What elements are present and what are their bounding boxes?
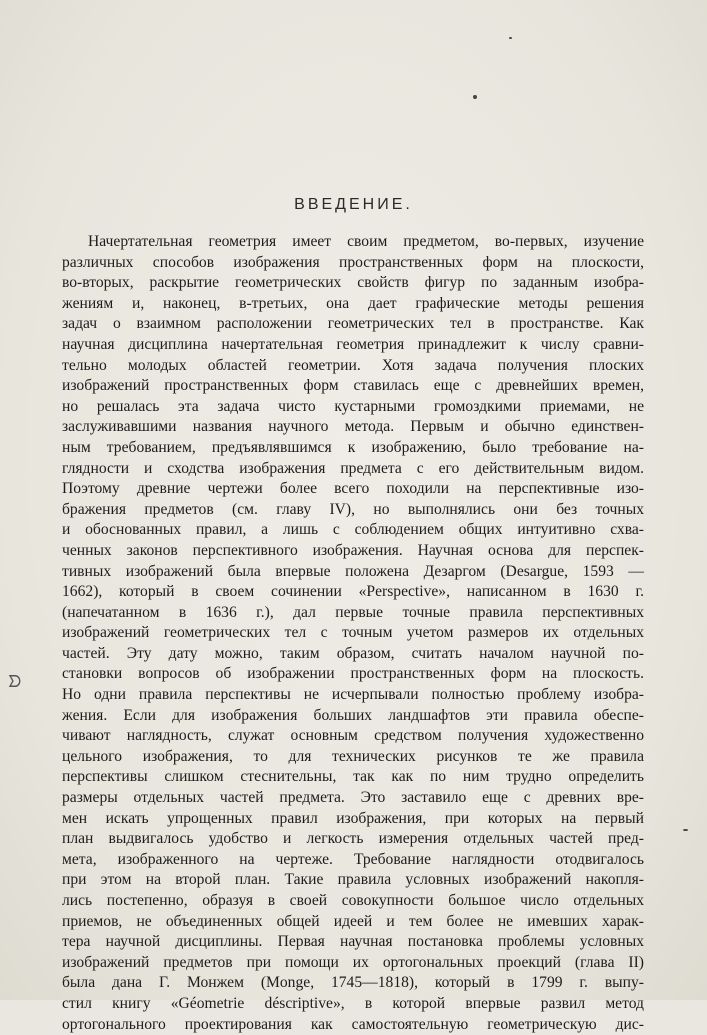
text-line: ченных законов перспективного изображения. Научная основа для перспек-	[62, 541, 644, 559]
text-line: научная дисциплина начертательная геометрия принадлежит к числу сравни-	[62, 335, 644, 353]
text-line: мета, изображенного на чертеже. Требование наглядности отодвигалось	[62, 850, 644, 868]
text-line: становки вопросов об изображении пространственных форм на плоскость.	[62, 665, 644, 683]
text-line: тельно молодых областей геометрии. Хотя задача получения плоских	[62, 356, 644, 374]
text-line: тера научной дисциплины. Первая научная постановка проблемы условных	[62, 933, 644, 951]
body-paragraph	[62, 232, 644, 1035]
text-line: размеры отдельных частей предмета. Это заставило еще с древних вре-	[62, 789, 644, 807]
text-line: и обоснованных правил, а лишь с соблюдением общих интуитивно схва-	[62, 521, 644, 539]
text-line: тивных изображений была впервые положена Дезаргом (Desargue, 1593 —	[62, 562, 644, 580]
text-line: стил книгу «Géometrie déscriptive», в которой впервые развил метод	[62, 994, 644, 1012]
ink-speck	[473, 95, 477, 99]
text-line: при этом на второй план. Такие правила условных изображений накопля-	[62, 871, 644, 889]
margin-stamp-icon: ᗤ	[8, 672, 22, 691]
page-title: ВВЕДЕНИЕ.	[294, 196, 413, 213]
text-line: Поэтому древние чертежи более всего походили на перспективные изо-	[62, 480, 644, 498]
text-line: ортогонального проектирования как самостоятельную геометрическую дис-	[62, 1015, 644, 1033]
text-line: задач о взаимном расположении геометрических тел в пространстве. Как	[62, 315, 644, 333]
text-line: Начертательная геометрия имеет своим предметом, во-первых, изучение	[88, 233, 644, 250]
text-line: изображений пространственных форм ставилась еще с древнейших времен,	[62, 377, 644, 395]
text-line: глядности и сходства изображения предмета с его действительным видом.	[62, 459, 644, 477]
ink-speck	[509, 37, 512, 39]
text-line: заслуживавшими названия научного метода. Первым и обычно единствен-	[62, 418, 644, 436]
text-line: бражения предметов (см. главу IV), но выполнялись они без точных	[62, 500, 644, 518]
text-line: была дана Г. Монжем (Monge, 1745—1818), который в 1799 г. выпу-	[62, 974, 644, 992]
text-line: приемов, не объединенных общей идеей и тем более не имевших харак-	[62, 912, 644, 930]
text-line: жения. Если для изображения больших ландшафтов эти правила обеспе-	[62, 706, 644, 724]
text-line: но решалась эта задача чисто кустарными громоздкими приемами, не	[62, 397, 644, 415]
text-line: план выдвигалось удобство и легкость измерения отдельных частей пред-	[62, 830, 644, 848]
text-line: мен искать упрощенных правил изображения, при которых на первый	[62, 809, 644, 827]
text-line: частей. Эту дату можно, таким образом, считать началом научной по-	[62, 644, 644, 662]
text-line: во-вторых, раскрытие геометрических свойств фигур по заданным изобра-	[62, 274, 644, 292]
text-line: чивают наглядность, служат основным средством получения художественно	[62, 727, 644, 745]
text-line: ным требованием, предъявлявшимся к изображению, было требование на-	[62, 438, 644, 456]
text-line: лись постепенно, образуя в своей совокупности большое число отдельных	[62, 892, 644, 909]
text-line: 1662), который в своем сочинении «Perspective», написанном в 1630 г.	[62, 583, 644, 601]
text-line: Но одни правила перспективы не исчерпывали полностью проблему изобра-	[62, 686, 644, 704]
text-line: различных способов изображения пространственных форм на плоскости,	[62, 253, 644, 271]
text-line: изображений геометрических тел с точным учетом размеров их отдельных	[62, 624, 644, 642]
text-line: жениям и, наконец, в-третьих, она дает графические методы решения	[62, 294, 644, 312]
text-line: перспективы слишком стеснительны, так как по ним трудно определить	[62, 768, 644, 786]
text-line: (напечатанном в 1636 г.), дал первые точные правила перспективных	[62, 603, 644, 621]
ink-speck	[683, 829, 688, 831]
text-line: изображений предметов при помощи их ортогональных проекций (глава II)	[62, 953, 644, 971]
text-line: цельного изображения, то для технических рисунков те же правила	[62, 747, 644, 765]
